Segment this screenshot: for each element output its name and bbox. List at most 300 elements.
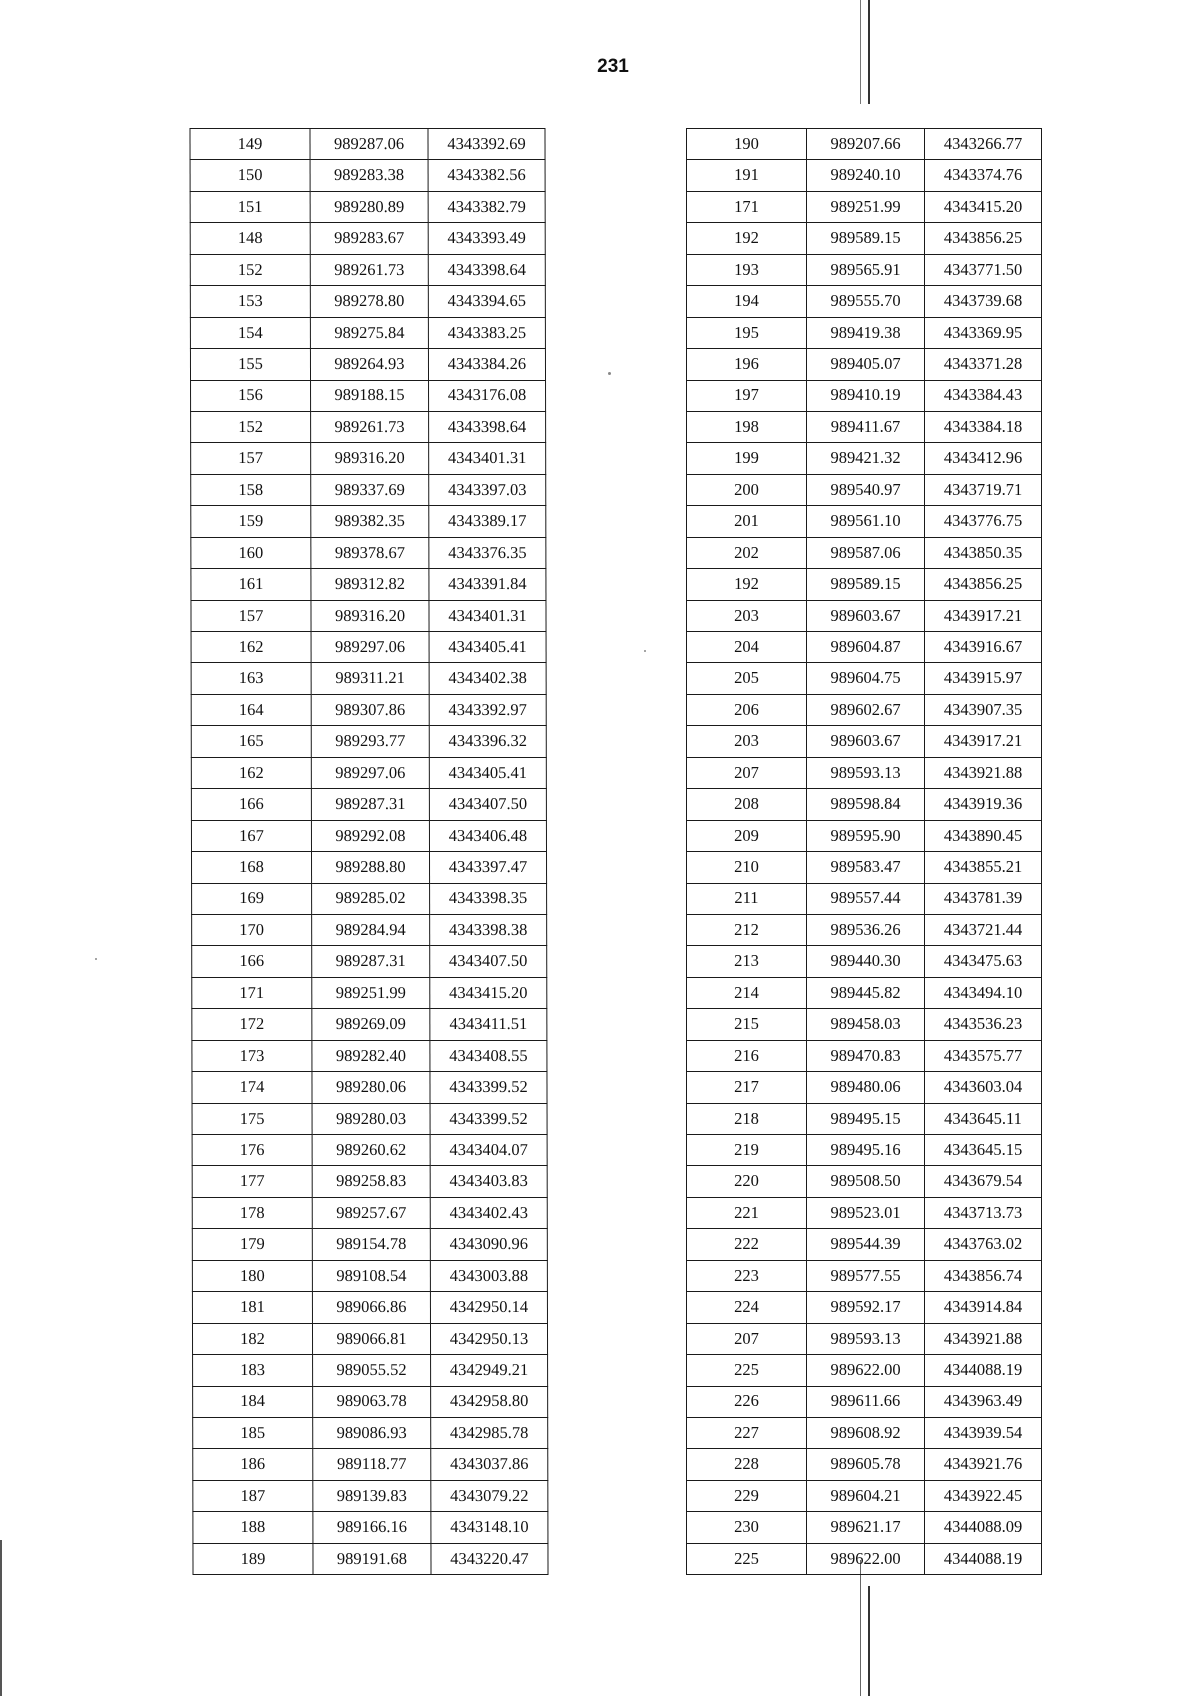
point-number-cell: 166 [191, 789, 311, 820]
y-coordinate-cell: 4343915.97 [925, 663, 1042, 694]
y-coordinate-cell: 4343398.64 [428, 254, 545, 285]
table-row [193, 1512, 548, 1543]
x-coordinate-cell: 989445.82 [807, 977, 925, 1008]
point-number-cell: 152 [191, 411, 311, 442]
x-coordinate-cell: 989154.78 [312, 1229, 430, 1260]
table-row [191, 757, 546, 788]
y-coordinate-cell: 4343407.50 [430, 946, 547, 977]
point-number-cell: 189 [193, 1543, 313, 1574]
table-row [687, 1355, 1042, 1386]
point-number-cell: 165 [191, 726, 311, 757]
y-coordinate-cell: 4343939.54 [925, 1417, 1042, 1448]
point-number-cell: 223 [687, 1260, 807, 1291]
y-coordinate-cell: 4343408.55 [430, 1040, 547, 1071]
x-coordinate-cell: 989604.87 [807, 632, 925, 663]
point-number-cell: 222 [687, 1229, 807, 1260]
point-number-cell: 224 [687, 1292, 807, 1323]
table-row [191, 380, 546, 411]
x-coordinate-cell: 989251.99 [312, 977, 430, 1008]
x-coordinate-cell: 989284.94 [312, 914, 430, 945]
table-row [191, 820, 546, 851]
x-coordinate-cell: 989470.83 [807, 1040, 925, 1071]
x-coordinate-cell: 989577.55 [807, 1260, 925, 1291]
table-row [687, 1135, 1042, 1166]
y-coordinate-cell: 4343220.47 [431, 1543, 548, 1574]
y-coordinate-cell: 4343401.31 [429, 600, 546, 631]
x-coordinate-cell: 989583.47 [807, 852, 925, 883]
y-coordinate-cell: 4343393.49 [428, 223, 545, 254]
point-number-cell: 194 [687, 286, 807, 317]
point-number-cell: 158 [191, 474, 311, 505]
x-coordinate-cell: 989605.78 [807, 1449, 925, 1480]
table-row [190, 223, 545, 254]
x-coordinate-cell: 989621.17 [807, 1512, 925, 1543]
y-coordinate-cell: 4343721.44 [925, 914, 1042, 945]
y-coordinate-cell: 4343003.88 [430, 1260, 547, 1291]
y-coordinate-cell: 4343382.56 [428, 160, 545, 191]
point-number-cell: 177 [192, 1166, 312, 1197]
point-number-cell: 153 [190, 286, 310, 317]
y-coordinate-cell: 4343397.03 [429, 474, 546, 505]
point-number-cell: 173 [192, 1040, 312, 1071]
x-coordinate-cell: 989593.13 [807, 1323, 925, 1354]
y-coordinate-cell: 4343399.52 [430, 1072, 547, 1103]
left-edge-line [0, 1540, 2, 1696]
point-number-cell: 182 [192, 1323, 312, 1354]
x-coordinate-cell: 989495.16 [807, 1135, 925, 1166]
x-coordinate-cell: 989589.15 [807, 223, 925, 254]
table-row [687, 411, 1042, 442]
table-row [191, 443, 546, 474]
x-coordinate-cell: 989293.77 [311, 726, 429, 757]
point-number-cell: 155 [190, 349, 310, 380]
y-coordinate-cell: 4343921.76 [925, 1449, 1042, 1480]
table-row [687, 1386, 1042, 1417]
table-row [191, 663, 546, 694]
y-coordinate-cell: 4343384.18 [925, 411, 1042, 442]
y-coordinate-cell: 4343401.31 [429, 443, 546, 474]
y-coordinate-cell: 4343763.02 [925, 1229, 1042, 1260]
y-coordinate-cell: 4343405.41 [429, 632, 546, 663]
binder-line-top [868, 0, 870, 104]
point-number-cell: 168 [192, 852, 312, 883]
x-coordinate-cell: 989066.81 [312, 1323, 430, 1354]
table-row [687, 223, 1042, 254]
table-row [687, 1417, 1042, 1448]
table-row [191, 506, 546, 537]
table-row [687, 977, 1042, 1008]
x-coordinate-cell: 989282.40 [312, 1040, 430, 1071]
y-coordinate-cell: 4343739.68 [925, 286, 1042, 317]
x-coordinate-cell: 989587.06 [807, 537, 925, 568]
x-coordinate-cell: 989280.89 [310, 191, 428, 222]
table-row [190, 160, 545, 191]
table-row [192, 1229, 547, 1260]
table-row [687, 349, 1042, 380]
table-row [687, 1103, 1042, 1134]
point-number-cell: 180 [192, 1260, 312, 1291]
table-row [687, 1009, 1042, 1040]
y-coordinate-cell: 4343266.77 [925, 129, 1042, 160]
table-row [190, 129, 545, 160]
point-number-cell: 166 [192, 946, 312, 977]
x-coordinate-cell: 989316.20 [311, 600, 429, 631]
y-coordinate-cell: 4343176.08 [429, 380, 546, 411]
table-row [687, 1040, 1042, 1071]
table-row [687, 946, 1042, 977]
y-coordinate-cell: 4343412.96 [925, 443, 1042, 474]
point-number-cell: 196 [687, 349, 807, 380]
table-row [687, 1449, 1042, 1480]
x-coordinate-cell: 989337.69 [311, 474, 429, 505]
table-row [687, 254, 1042, 285]
y-coordinate-cell: 4342949.21 [431, 1355, 548, 1386]
table-row [687, 443, 1042, 474]
y-coordinate-cell: 4343914.84 [925, 1292, 1042, 1323]
x-coordinate-cell: 989595.90 [807, 820, 925, 851]
point-number-cell: 183 [193, 1355, 313, 1386]
x-coordinate-cell: 989540.97 [807, 474, 925, 505]
y-coordinate-cell: 4343392.69 [428, 129, 545, 160]
point-number-cell: 164 [191, 694, 311, 725]
table-row [192, 852, 547, 883]
x-coordinate-cell: 989283.38 [310, 160, 428, 191]
point-number-cell: 199 [687, 443, 807, 474]
table-row [190, 317, 545, 348]
binder-line-bottom [868, 1586, 870, 1696]
point-number-cell: 162 [191, 757, 311, 788]
table-row [687, 1292, 1042, 1323]
table-row [191, 537, 546, 568]
point-number-cell: 160 [191, 537, 311, 568]
scan-speck [644, 650, 646, 652]
x-coordinate-cell: 989280.06 [312, 1072, 430, 1103]
table-row [192, 1166, 547, 1197]
point-number-cell: 162 [191, 632, 311, 663]
point-number-cell: 172 [192, 1009, 312, 1040]
table-row [687, 1072, 1042, 1103]
x-coordinate-cell: 989297.06 [311, 757, 429, 788]
table-row [193, 1480, 548, 1511]
point-number-cell: 205 [687, 663, 807, 694]
point-number-cell: 169 [192, 883, 312, 914]
table-row [191, 411, 546, 442]
x-coordinate-cell: 989311.21 [311, 663, 429, 694]
table-row [687, 852, 1042, 883]
table-row [191, 569, 546, 600]
x-coordinate-cell: 989292.08 [311, 820, 429, 851]
x-coordinate-cell: 989307.86 [311, 694, 429, 725]
y-coordinate-cell: 4343907.35 [925, 694, 1042, 725]
x-coordinate-cell: 989603.67 [807, 726, 925, 757]
x-coordinate-cell: 989410.19 [807, 380, 925, 411]
y-coordinate-cell: 4343396.32 [429, 726, 546, 757]
point-number-cell: 176 [192, 1135, 312, 1166]
point-number-cell: 214 [687, 977, 807, 1008]
point-number-cell: 225 [687, 1543, 807, 1574]
y-coordinate-cell: 4343397.47 [430, 852, 547, 883]
x-coordinate-cell: 989207.66 [807, 129, 925, 160]
scan-speck [95, 958, 97, 960]
x-coordinate-cell: 989260.62 [312, 1135, 430, 1166]
y-coordinate-cell: 4343403.83 [430, 1166, 547, 1197]
x-coordinate-cell: 989316.20 [311, 443, 429, 474]
x-coordinate-cell: 989523.01 [807, 1197, 925, 1228]
table-row [687, 1480, 1042, 1511]
y-coordinate-cell: 4343394.65 [428, 286, 545, 317]
y-coordinate-cell: 4343919.36 [925, 789, 1042, 820]
x-coordinate-cell: 989258.83 [312, 1166, 430, 1197]
x-coordinate-cell: 989275.84 [310, 317, 428, 348]
table-row [192, 1072, 547, 1103]
x-coordinate-cell: 989261.73 [310, 254, 428, 285]
table-row [687, 789, 1042, 820]
point-number-cell: 179 [192, 1229, 312, 1260]
y-coordinate-cell: 4343411.51 [430, 1009, 547, 1040]
binder-line-top-thin [860, 0, 861, 104]
y-coordinate-cell: 4342950.13 [430, 1323, 547, 1354]
y-coordinate-cell: 4343079.22 [431, 1480, 548, 1511]
y-coordinate-cell: 4343856.25 [925, 569, 1042, 600]
table-row [192, 914, 547, 945]
table-row [687, 726, 1042, 757]
y-coordinate-cell: 4344088.09 [925, 1512, 1042, 1543]
y-coordinate-cell: 4343963.49 [925, 1386, 1042, 1417]
y-coordinate-cell: 4343371.28 [925, 349, 1042, 380]
table-row [687, 663, 1042, 694]
point-number-cell: 203 [687, 600, 807, 631]
y-coordinate-cell: 4343402.43 [430, 1197, 547, 1228]
x-coordinate-cell: 989285.02 [312, 883, 430, 914]
x-coordinate-cell: 989283.67 [310, 223, 428, 254]
table-row [193, 1417, 548, 1448]
point-number-cell: 157 [191, 443, 311, 474]
y-coordinate-cell: 4343398.38 [430, 914, 547, 945]
table-row [687, 632, 1042, 663]
y-coordinate-cell: 4343404.07 [430, 1135, 547, 1166]
point-number-cell: 192 [687, 569, 807, 600]
x-coordinate-cell: 989557.44 [807, 883, 925, 914]
table-row [687, 474, 1042, 505]
table-row [687, 160, 1042, 191]
point-number-cell: 171 [192, 977, 312, 1008]
y-coordinate-cell: 4343855.21 [925, 852, 1042, 883]
y-coordinate-cell: 4343407.50 [429, 789, 546, 820]
point-number-cell: 191 [687, 160, 807, 191]
y-coordinate-cell: 4343389.17 [429, 506, 546, 537]
table-row [192, 1260, 547, 1291]
y-coordinate-cell: 4343399.52 [430, 1103, 547, 1134]
table-row [687, 1260, 1042, 1291]
point-number-cell: 220 [687, 1166, 807, 1197]
point-number-cell: 212 [687, 914, 807, 945]
point-number-cell: 198 [687, 411, 807, 442]
point-number-cell: 190 [687, 129, 807, 160]
y-coordinate-cell: 4343603.04 [925, 1072, 1042, 1103]
point-number-cell: 203 [687, 726, 807, 757]
y-coordinate-cell: 4343148.10 [431, 1512, 548, 1543]
x-coordinate-cell: 989251.99 [807, 191, 925, 222]
point-number-cell: 195 [687, 317, 807, 348]
point-number-cell: 207 [687, 757, 807, 788]
x-coordinate-cell: 989565.91 [807, 254, 925, 285]
page-number: 231 [597, 56, 629, 77]
x-coordinate-cell: 989191.68 [313, 1543, 431, 1574]
table-row [191, 726, 546, 757]
table-row [192, 1103, 547, 1134]
y-coordinate-cell: 4343917.21 [925, 600, 1042, 631]
point-number-cell: 186 [193, 1449, 313, 1480]
point-number-cell: 215 [687, 1009, 807, 1040]
point-number-cell: 187 [193, 1480, 313, 1511]
table-row [191, 600, 546, 631]
x-coordinate-cell: 989544.39 [807, 1229, 925, 1260]
point-number-cell: 197 [687, 380, 807, 411]
y-coordinate-cell: 4343916.67 [925, 632, 1042, 663]
point-number-cell: 200 [687, 474, 807, 505]
x-coordinate-cell: 989382.35 [311, 506, 429, 537]
x-coordinate-cell: 989589.15 [807, 569, 925, 600]
point-number-cell: 228 [687, 1449, 807, 1480]
point-number-cell: 213 [687, 946, 807, 977]
table-row [191, 632, 546, 663]
table-row [687, 1229, 1042, 1260]
table-row [190, 286, 545, 317]
x-coordinate-cell: 989257.67 [312, 1197, 430, 1228]
table-row [193, 1449, 548, 1480]
x-coordinate-cell: 989108.54 [312, 1260, 430, 1291]
y-coordinate-cell: 4343415.20 [430, 977, 547, 1008]
x-coordinate-cell: 989495.15 [807, 1103, 925, 1134]
y-coordinate-cell: 4344088.19 [925, 1355, 1042, 1386]
table-row [191, 474, 546, 505]
x-coordinate-cell: 989405.07 [807, 349, 925, 380]
y-coordinate-cell: 4343536.23 [925, 1009, 1042, 1040]
y-coordinate-cell: 4343402.38 [429, 663, 546, 694]
x-coordinate-cell: 989555.70 [807, 286, 925, 317]
y-coordinate-cell: 4343890.45 [925, 820, 1042, 851]
y-coordinate-cell: 4343398.64 [429, 411, 546, 442]
point-number-cell: 150 [190, 160, 310, 191]
y-coordinate-cell: 4342950.14 [430, 1292, 547, 1323]
y-coordinate-cell: 4343475.63 [925, 946, 1042, 977]
y-coordinate-cell: 4343921.88 [925, 757, 1042, 788]
table-row [687, 506, 1042, 537]
point-number-cell: 208 [687, 789, 807, 820]
point-number-cell: 221 [687, 1197, 807, 1228]
table-row [192, 1009, 547, 1040]
point-number-cell: 170 [192, 914, 312, 945]
x-coordinate-cell: 989063.78 [313, 1386, 431, 1417]
table-row [191, 789, 546, 820]
y-coordinate-cell: 4343645.15 [925, 1135, 1042, 1166]
x-coordinate-cell: 989264.93 [310, 349, 428, 380]
x-coordinate-cell: 989280.03 [312, 1103, 430, 1134]
x-coordinate-cell: 989086.93 [313, 1417, 431, 1448]
x-coordinate-cell: 989166.16 [313, 1512, 431, 1543]
point-number-cell: 225 [687, 1355, 807, 1386]
x-coordinate-cell: 989261.73 [311, 411, 429, 442]
point-number-cell: 204 [687, 632, 807, 663]
x-coordinate-cell: 989269.09 [312, 1009, 430, 1040]
table-row [192, 1292, 547, 1323]
table-row [193, 1355, 548, 1386]
y-coordinate-cell: 4343856.74 [925, 1260, 1042, 1291]
y-coordinate-cell: 4343776.75 [925, 506, 1042, 537]
x-coordinate-cell: 989312.82 [311, 569, 429, 600]
point-number-cell: 149 [190, 129, 310, 160]
point-number-cell: 178 [192, 1197, 312, 1228]
table-row [192, 1197, 547, 1228]
point-number-cell: 193 [687, 254, 807, 285]
point-number-cell: 211 [687, 883, 807, 914]
y-coordinate-cell: 4343922.45 [925, 1480, 1042, 1511]
point-number-cell: 192 [687, 223, 807, 254]
y-coordinate-cell: 4343369.95 [925, 317, 1042, 348]
table-row [192, 977, 547, 1008]
point-number-cell: 163 [191, 663, 311, 694]
point-number-cell: 218 [687, 1103, 807, 1134]
table-row [687, 191, 1042, 222]
y-coordinate-cell: 4343856.25 [925, 223, 1042, 254]
table-row [687, 1197, 1042, 1228]
point-number-cell: 156 [191, 380, 311, 411]
table-row [191, 694, 546, 725]
y-coordinate-cell: 4343384.43 [925, 380, 1042, 411]
x-coordinate-cell: 989287.31 [311, 789, 429, 820]
table-row [192, 1135, 547, 1166]
x-coordinate-cell: 989536.26 [807, 914, 925, 945]
point-number-cell: 181 [192, 1292, 312, 1323]
coordinates-table-right [686, 128, 1042, 1575]
point-number-cell: 230 [687, 1512, 807, 1543]
x-coordinate-cell: 989592.17 [807, 1292, 925, 1323]
y-coordinate-cell: 4343921.88 [925, 1323, 1042, 1354]
point-number-cell: 207 [687, 1323, 807, 1354]
point-number-cell: 216 [687, 1040, 807, 1071]
y-coordinate-cell: 4343090.96 [430, 1229, 547, 1260]
scan-speck [608, 372, 611, 375]
y-coordinate-cell: 4343917.21 [925, 726, 1042, 757]
table-row [687, 1512, 1042, 1543]
x-coordinate-cell: 989066.86 [312, 1292, 430, 1323]
point-number-cell: 217 [687, 1072, 807, 1103]
table-row [687, 1166, 1042, 1197]
y-coordinate-cell: 4343376.35 [429, 537, 546, 568]
point-number-cell: 201 [687, 506, 807, 537]
x-coordinate-cell: 989622.00 [807, 1355, 925, 1386]
point-number-cell: 229 [687, 1480, 807, 1511]
point-number-cell: 185 [193, 1417, 313, 1448]
y-coordinate-cell: 4343494.10 [925, 977, 1042, 1008]
y-coordinate-cell: 4343392.97 [429, 694, 546, 725]
y-coordinate-cell: 4343382.79 [428, 191, 545, 222]
x-coordinate-cell: 989598.84 [807, 789, 925, 820]
point-number-cell: 167 [191, 820, 311, 851]
table-row [193, 1543, 548, 1574]
x-coordinate-cell: 989480.06 [807, 1072, 925, 1103]
y-coordinate-cell: 4343713.73 [925, 1197, 1042, 1228]
point-number-cell: 175 [192, 1103, 312, 1134]
point-number-cell: 210 [687, 852, 807, 883]
point-number-cell: 161 [191, 569, 311, 600]
table-row [190, 191, 545, 222]
table-row [687, 600, 1042, 631]
point-number-cell: 154 [190, 317, 310, 348]
x-coordinate-cell: 989604.21 [807, 1480, 925, 1511]
table-row [687, 820, 1042, 851]
x-coordinate-cell: 989419.38 [807, 317, 925, 348]
